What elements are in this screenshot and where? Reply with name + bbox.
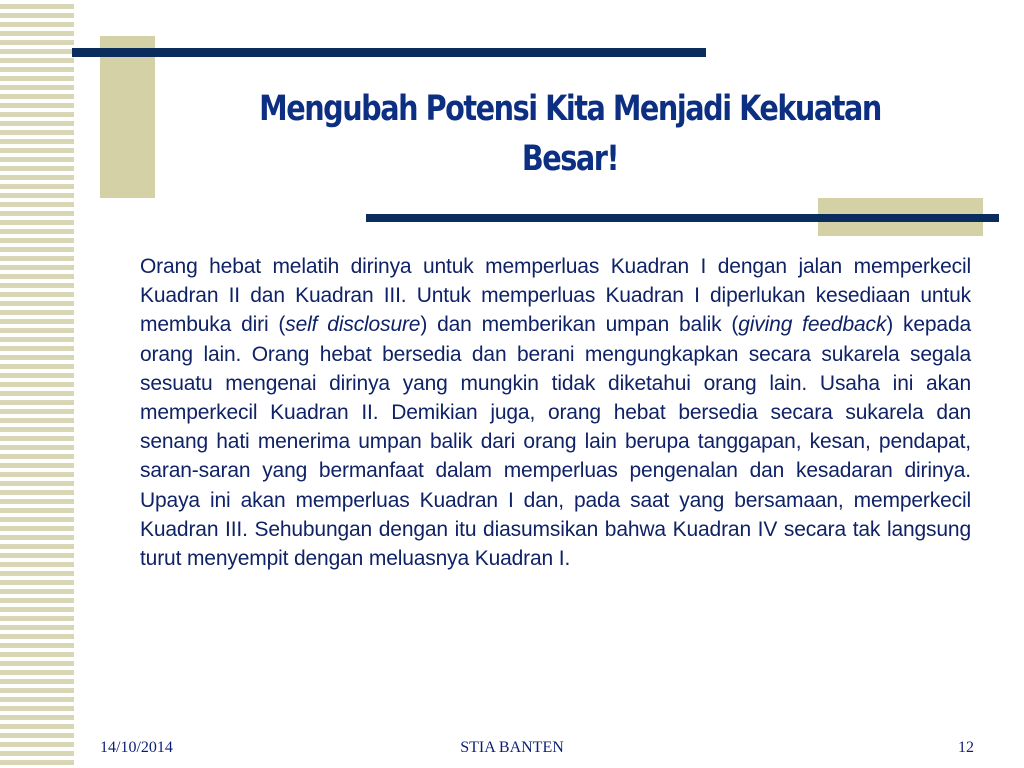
footer-page-number: 12 [958, 739, 974, 756]
body-text-part-1: Orang hebat melatih dirinya untuk memperluas Kuadran I dengan jalan memperkecil Kuadran II dan Kuadran III. Untuk memperluas Kuadran I diperlukan kesediaan untuk membuka diri ( [140, 255, 971, 337]
olive-block-decoration-top [100, 36, 155, 198]
body-text-part-2: ) dan memberikan umpan balik ( [420, 313, 739, 337]
footer-organization: STIA BANTEN [460, 739, 564, 756]
body-text-part-3: ) kepada orang lain. Orang hebat bersedia dan berani mengungkapkan secara sukarela segala sesuatu mengenai dirinya yang mungkin tidak diketahui orang lain. Usaha ini akan memperkecil Kuadran II. Demikian juga, orang hebat bersedia secara sukarela dan senang hati menerima umpan balik dari orang lain berupa tanggapan, kesan, pendapat, saran-saran yang bermanfaat dalam memperluas pengenalan dan kesadaran dirinya. Upaya ini akan memperluas Kuadran I dan, pada saat yang bersamaan, memperkecil Kuadran III. Sehubungan dengan itu diasumsikan bahwa Kuadran IV secara tak langsung turut menyempit dengan meluasnya Kuadran I. [140, 313, 971, 571]
navy-line-decoration-top [72, 48, 706, 57]
left-stripe-decoration [0, 0, 74, 768]
slide-body-text [140, 252, 971, 573]
footer-date: 14/10/2014 [100, 739, 173, 756]
body-text-italic-self-disclosure: self disclosure [285, 313, 421, 337]
body-text-italic-giving-feedback: giving feedback [738, 313, 887, 337]
navy-line-decoration-bottom [366, 214, 999, 222]
slide-title: Mengubah Potensi Kita Menjadi Kekuatan Besar! [259, 89, 881, 179]
